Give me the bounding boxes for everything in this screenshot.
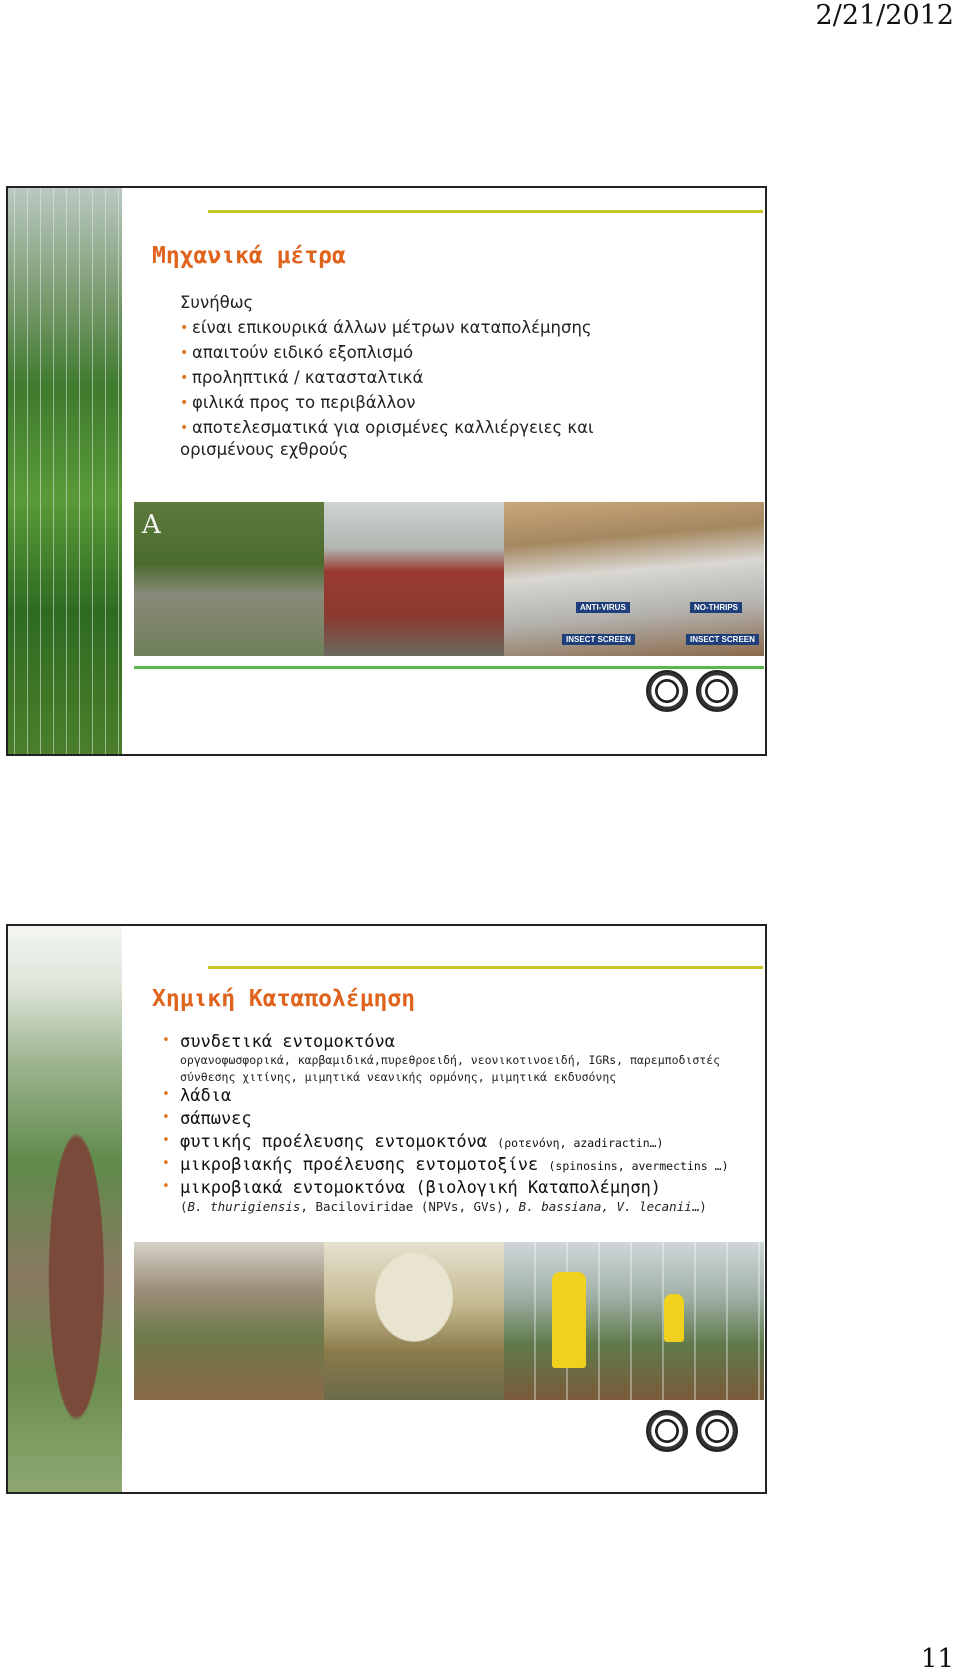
bullet-icon: • xyxy=(162,1033,170,1048)
bullet-aside: (ροτενόνη, azadiractin…) xyxy=(497,1136,664,1150)
university-logos xyxy=(646,1410,738,1452)
bullet-icon: • xyxy=(180,320,189,336)
slide-title: Μηχανικά μέτρα xyxy=(152,243,346,269)
bullet-icon: • xyxy=(162,1133,170,1148)
bullet-item: • είναι επικουρικά άλλων μέτρων καταπολέμησης xyxy=(180,318,592,337)
department-seal-icon xyxy=(696,1410,738,1452)
top-rule xyxy=(208,966,763,969)
slide-body xyxy=(180,292,740,464)
detail-line: οργανοφωσφορικά, καρβαμιδικά,πυρεθροειδή, νεονικοτινοειδή, IGRs, παρεμποδιστές xyxy=(180,1053,721,1067)
bullet-icon: • xyxy=(162,1179,170,1194)
bullet-item: • φυτικής προέλευσης εντομοκτόνα (ροτενόνη, azadiractin…) xyxy=(162,1132,664,1152)
no-thrips-tag: NO-THRIPS xyxy=(690,602,742,613)
bullet-item: • απαιτούν ειδικό εξοπλισμό xyxy=(180,343,414,362)
slide-chemical-control xyxy=(6,924,767,1494)
insect-screen-greenhouse-photo xyxy=(504,502,764,656)
top-rule xyxy=(208,210,763,213)
detail-line: σύνθεσης χιτίνης, μιμητικά νεανικής ορμόνης, μιμητικά εκδυσόνης xyxy=(180,1070,617,1084)
slide-body xyxy=(162,1032,752,1215)
tractor-vacuum-photo xyxy=(324,502,504,656)
print-date: 2/21/2012 xyxy=(815,0,954,31)
insect-screen-tag: INSECT SCREEN xyxy=(686,634,759,645)
tractor-sprayer-photo xyxy=(8,926,122,1492)
anti-virus-tag: ANTI-VIRUS xyxy=(576,602,630,613)
bullet-item: • φιλικά προς το περιβάλλον xyxy=(180,393,416,412)
spraying-photo-strip xyxy=(134,1242,764,1400)
university-seal-icon xyxy=(646,1410,688,1452)
bullet-item: • αποτελεσματικά για ορισμένες καλλιέργειες και xyxy=(180,418,594,437)
bullet-icon: • xyxy=(180,420,189,436)
bullet-continuation: ορισμένους εχθρούς xyxy=(180,440,349,459)
bullet-item: • προληπτικά / κατασταλτικά xyxy=(180,368,424,387)
bullet-item: • μικροβιακά εντομοκτόνα (βιολογική Καταπολέμηση) xyxy=(162,1178,662,1198)
slide-title: Χημική Καταπολέμηση xyxy=(152,986,416,1012)
bullet-item: • συνδετικά εντομοκτόνα xyxy=(162,1032,395,1052)
intro-text: Συνήθως xyxy=(180,293,254,312)
bullet-aside: (spinosins, avermectins …) xyxy=(548,1159,729,1173)
bullet-icon: • xyxy=(162,1156,170,1171)
slide-mechanical-measures xyxy=(6,186,767,756)
page-number: 11 xyxy=(920,1644,954,1674)
worker-in-protective-suit xyxy=(664,1294,684,1342)
orchard-tractor-photo xyxy=(134,1242,324,1400)
university-logos xyxy=(646,670,738,712)
equipment-photo-strip xyxy=(134,502,764,656)
bullet-icon: • xyxy=(180,395,189,411)
bullet-icon: • xyxy=(162,1087,170,1102)
bullet-icon: • xyxy=(162,1110,170,1125)
greenhouse-plants-photo xyxy=(8,188,122,754)
bullet-item: • μικροβιακής προέλευσης εντομοτοξίνε (spinosins, avermectins …) xyxy=(162,1155,729,1175)
worker-in-protective-suit xyxy=(552,1272,586,1368)
vacuum-machine-photo xyxy=(134,502,324,656)
bullet-icon: • xyxy=(180,345,189,361)
greenhouse-spraying-photo xyxy=(504,1242,764,1400)
photo-letter: A xyxy=(142,510,161,540)
bottom-rule xyxy=(134,666,764,669)
bullet-item: • σάπωνες xyxy=(162,1109,252,1129)
air-blast-sprayer-photo xyxy=(324,1242,504,1400)
insect-screen-tag: INSECT SCREEN xyxy=(562,634,635,645)
organisms-line: (B. thurigiensis, Baciloviridae (NPVs, GVs), B. bassiana, V. lecanii…) xyxy=(180,1199,707,1214)
bullet-icon: • xyxy=(180,370,189,386)
bullet-item: • λάδια xyxy=(162,1086,232,1106)
department-seal-icon xyxy=(696,670,738,712)
university-seal-icon xyxy=(646,670,688,712)
